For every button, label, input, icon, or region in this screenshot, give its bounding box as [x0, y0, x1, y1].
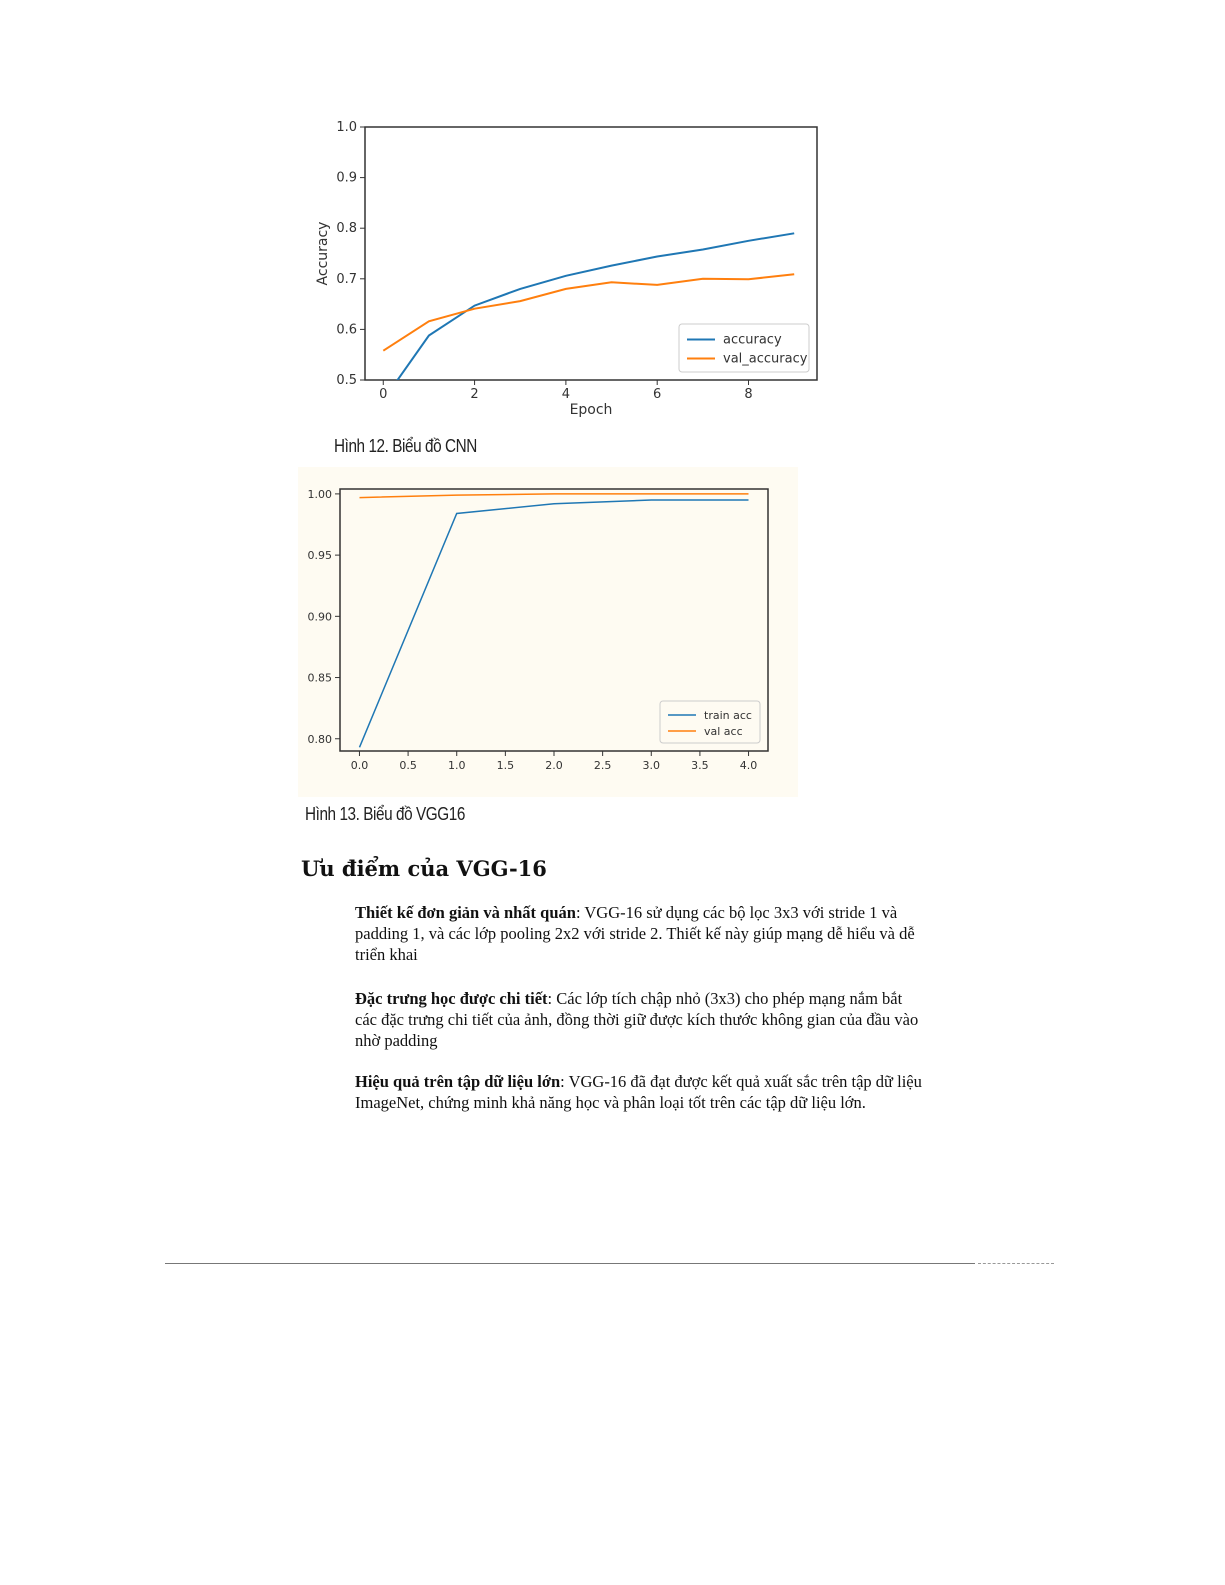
x-tick-label: 0 — [379, 387, 388, 402]
x-tick-label: 1.0 — [447, 759, 466, 772]
y-tick-label: 0.90 — [307, 610, 332, 624]
legend-label: accuracy — [723, 332, 782, 348]
paragraph-title: Thiết kế đơn giản và nhất quán — [355, 903, 576, 922]
footer-divider-dashed — [978, 1263, 1054, 1264]
y-tick-label: 0.80 — [307, 732, 332, 746]
paragraph-body: : VGG-16 đã đạt được kết quả xuất sắc trên tập dữ liệu ImageNet, chứng minh khả năng học và phân loại tốt trên các tập dữ liệu lớn. — [355, 1072, 922, 1112]
y-tick-label: 0.7 — [336, 271, 357, 287]
x-tick-label: 4.0 — [739, 759, 758, 772]
y-tick-label: 0.6 — [336, 322, 357, 338]
x-tick-label: 0.0 — [350, 759, 369, 772]
x-tick-label: 3.5 — [691, 759, 709, 772]
x-tick-label: 0.5 — [399, 759, 417, 772]
legend-label: val acc — [704, 725, 743, 738]
figure-12-caption: Hình 12. Biểu đồ CNN — [334, 436, 477, 456]
y-tick-label: 0.9 — [336, 170, 357, 186]
y-tick-label: 1.00 — [307, 487, 332, 501]
legend-label: val_accuracy — [723, 351, 808, 367]
x-tick-label: 6 — [653, 387, 662, 402]
vgg16-chart-svg — [298, 467, 798, 797]
paragraph-body: : Các lớp tích chập nhỏ (3x3) cho phép mạng nắm bắt các đặc trưng chi tiết của ảnh, đồng thời giữ được kích thước không gian của đầu vào nhờ padding — [355, 989, 919, 1050]
x-tick-label: 2.0 — [545, 759, 563, 772]
x-tick-label: 3.0 — [642, 759, 661, 772]
paragraph-title: Hiệu quả trên tập dữ liệu lớn — [355, 1072, 561, 1091]
paragraph-title: Đặc trưng học được chi tiết — [355, 989, 548, 1008]
y-tick-label: 0.8 — [336, 221, 357, 237]
legend-label: train acc — [704, 709, 752, 722]
cnn-accuracy-chart — [295, 115, 840, 425]
y-tick-label: 1.0 — [336, 120, 357, 135]
figure-13-caption: Hình 13. Biểu đồ VGG16 — [305, 804, 465, 824]
paragraph-simple-design — [355, 902, 925, 965]
y-tick-label: 0.95 — [307, 549, 332, 563]
paragraph-detailed-features — [355, 988, 925, 1051]
section-heading: Ưu điểm của VGG-16 — [301, 856, 547, 881]
y-axis-label: Accuracy — [315, 221, 331, 286]
y-tick-label: 0.5 — [336, 373, 357, 388]
paragraph-body: : VGG-16 sử dụng các bộ lọc 3x3 với stride 1 và padding 1, và các lớp pooling 2x2 với stride 2. Thiết kế này giúp mạng dễ hiểu và dễ triển khai — [355, 903, 915, 964]
x-tick-label: 1.5 — [496, 759, 515, 772]
vgg16-accuracy-chart — [298, 467, 798, 797]
y-tick-label: 0.85 — [307, 671, 332, 685]
x-tick-label: 8 — [744, 387, 753, 402]
x-tick-label: 2.5 — [593, 759, 612, 772]
paragraph-large-dataset — [355, 1071, 925, 1113]
x-axis-label: Epoch — [569, 402, 613, 418]
footer-divider — [165, 1263, 975, 1264]
x-tick-label: 2 — [470, 387, 479, 402]
cnn-chart-svg — [295, 115, 840, 425]
x-tick-label: 4 — [561, 387, 571, 402]
